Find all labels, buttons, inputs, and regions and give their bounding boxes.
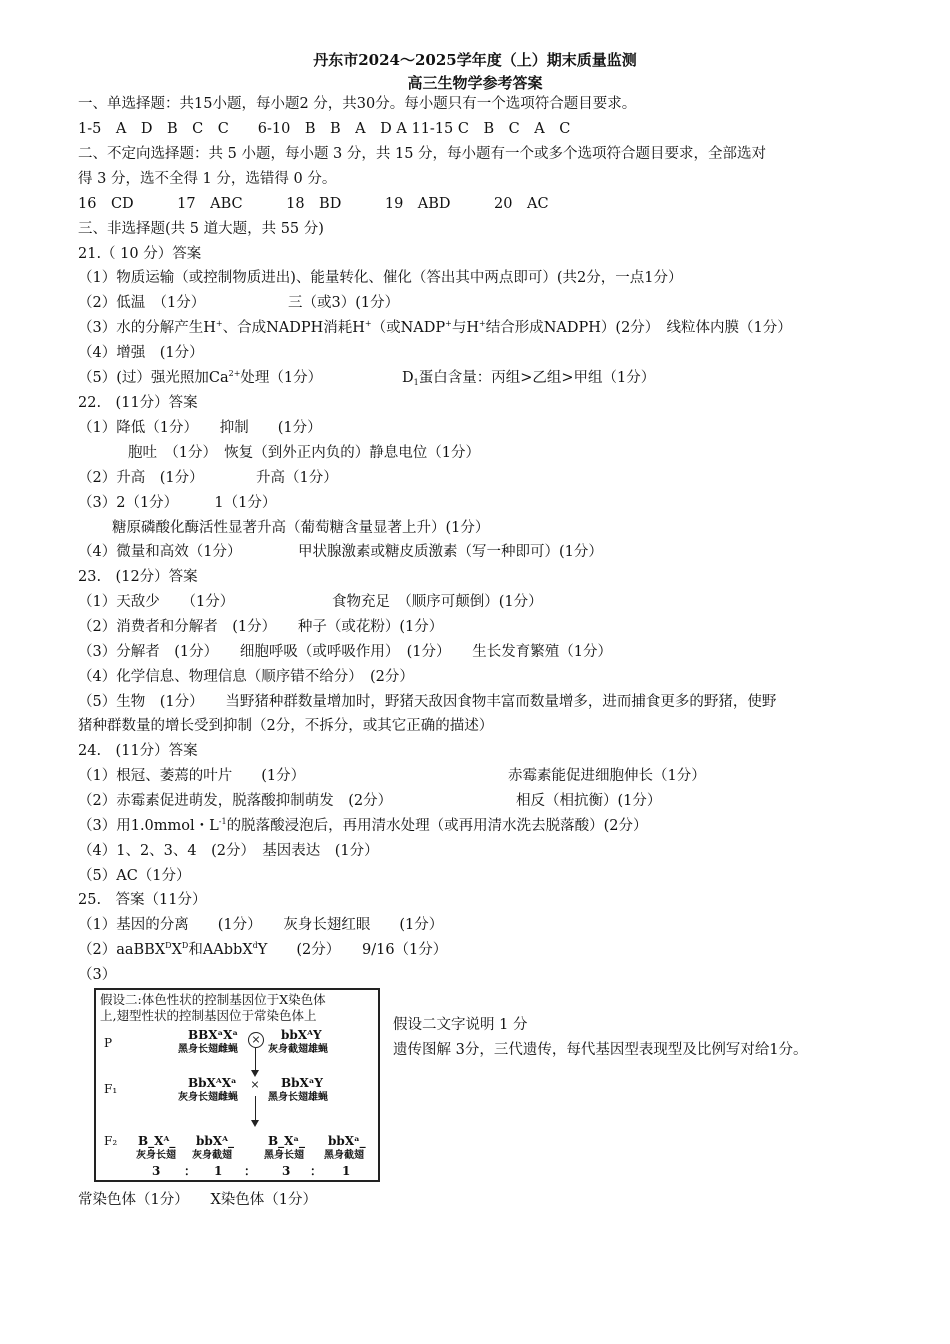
q23-heading: 23. (12分）答案	[78, 569, 198, 585]
p-male-genotype: bbXᴬY	[281, 1028, 322, 1042]
f2-phenotype-1: 灰身长翅	[136, 1150, 176, 1161]
f2-phenotype-3: 黑身长翅	[264, 1150, 304, 1161]
f2-phenotype-4: 黑身截翅	[324, 1150, 364, 1161]
q23-line5: （5）生物 (1分） 当野猪种群数量增加时，野猪天敌因食物丰富而数量增多，进而捕食更多的野猪，使野	[78, 694, 777, 710]
f1-to-f2-arrowhead	[251, 1120, 259, 1127]
f2-genotype-4: bbXᵃ_	[328, 1134, 366, 1148]
q23-line2: （2）消费者和分解者 (1分） 种子（或花粉）(1分）	[78, 619, 444, 635]
q24-heading: 24. (11分）答案	[78, 743, 198, 759]
f2-genotype-2: bbXᴬ_	[196, 1134, 234, 1148]
document-subtitle: 高三生物学参考答案	[407, 74, 543, 92]
q23-line1	[78, 592, 543, 612]
p-cross-symbol: ×	[248, 1032, 264, 1048]
q22-line4: （3）2（1分） 1（1分）	[78, 495, 277, 511]
q21-l5-right: $D_1$蛋白含量：丙组>乙组>甲组（1分）	[402, 370, 656, 387]
p-male-phenotype: 灰身截翅雄蝇	[268, 1044, 328, 1055]
f1-male-phenotype: 黑身长翅雄蝇	[268, 1092, 328, 1103]
f2-phenotype-2: 灰身截翅	[192, 1150, 232, 1161]
ratio-sep-3: ：	[310, 1164, 323, 1178]
q25-line2	[78, 940, 447, 960]
section2-heading-line1: 二、不定向选择题：共 5 小题，每小题 3 分，共 15 分，每小题有一个或多个选项符合题目要求，全部选对	[78, 146, 767, 162]
q24-line2	[78, 791, 662, 811]
ratio-4: 1	[342, 1164, 351, 1178]
q21-l5c: D	[402, 370, 414, 386]
ratio-3: 3	[282, 1164, 291, 1178]
q21-l5d: 蛋白含量：丙组>乙组>甲组（1分）	[418, 370, 656, 386]
q25-line1: （1）基因的分离 (1分） 灰身长翅红眼 (1分）	[78, 917, 444, 933]
q23-line3: （3）分解者 (1分） 细胞呼吸（或呼吸作用） (1分） 生长发育繁殖（1分）	[78, 644, 612, 660]
f2-genotype-1: B_Xᴬ_	[138, 1134, 176, 1148]
p-generation-label: P	[104, 1036, 113, 1050]
q25-l2c: 和AAbbX	[188, 942, 253, 958]
q25-l2-sup2: D	[181, 941, 189, 950]
section2-answers: 16 CD 17 ABC 18 BD 19 ABD 20 AC	[78, 196, 549, 212]
q24-line2b: 相反（相抗衡）(1分）	[516, 793, 662, 809]
q25-final-line: 常染色体（1分） X染色体（1分）	[78, 1192, 318, 1208]
section2-heading-line2: 得 3 分，选不全得 1 分，选错得 0 分。	[78, 171, 337, 187]
q25-l2a: （2）aaBBX	[78, 942, 166, 958]
q25-l2-sup1: D	[165, 941, 172, 950]
q24-l3b: 的脱落酸浸泡后，再用清水处理（或再用清水洗去脱落酸）(2分）	[226, 818, 648, 834]
f1-female-genotype: BbXᴬXᵃ	[188, 1076, 237, 1090]
q24-line1b: 赤霉素能促进细胞伸长（1分）	[508, 768, 706, 784]
q21-l3a: （3）水的分解产生H	[78, 320, 216, 336]
hypothesis-line1: 假设二:体色性状的控制基因位于X染色体	[100, 992, 326, 1007]
q23-line6: 猪种群数量的增长受到抑制（2分，不拆分，或其它正确的描述）	[78, 718, 494, 734]
q24-line3	[78, 816, 647, 836]
q25-l2-sup3: d	[252, 941, 258, 950]
q22-line5: 糖原磷酸化酶活性显著升高（葡萄糖含量显著上升）(1分）	[112, 520, 490, 536]
q21-line2a: （2）低温 （1分）	[78, 295, 206, 311]
q25-note-diagram: 遗传图解 3分，三代遗传，每代基因型表现型及比例写对给1分。	[393, 1042, 808, 1058]
ratio-1: 3	[152, 1164, 161, 1178]
f2-genotype-3: B_Xᵃ_	[268, 1134, 306, 1148]
f1-female-phenotype: 灰身长翅雌蝇	[178, 1092, 238, 1103]
q24-l3-sup: -1	[218, 817, 227, 826]
q21-line3: （3）水的分解产生H+、合成NADPH消耗H+（或NADP+与H+结合形成NADPH）(2分） 线粒体内膜（1分）	[78, 319, 792, 336]
section1-heading: 一、单选择题：共15小题，每小题2 分，共30分。每小题只有一个选项符合题目要求。	[78, 96, 637, 112]
q21-line1: （1）物质运输（或控制物质进出)、能量转化、催化（答出其中两点即可）(共2分，一点1分）	[78, 270, 683, 286]
q22-line6a: （4）微量和高效（1分）	[78, 544, 242, 560]
p-female-phenotype: 黑身长翅雌蝇	[178, 1044, 238, 1055]
q22-line6b: 甲状腺激素或糖皮质激素（写一种即可）(1分）	[298, 544, 603, 560]
q21-l5b: 处理（1分）	[240, 370, 323, 386]
q22-line1: （1）降低（1分） 抑制 (1分）	[78, 420, 322, 436]
document-title: 丹东市2024～2025学年度（上）期末质量监测	[313, 51, 637, 69]
q24-l3a: （3）用1.0mmol・L	[78, 818, 219, 834]
ratio-sep-2: ：	[244, 1164, 257, 1178]
q25-line3: （3）	[78, 967, 117, 983]
q21-l3c: （或NADP	[371, 320, 446, 336]
q25-l2d: Y (2分） 9/16（1分）	[257, 942, 448, 958]
q22-line3b: 升高（1分）	[256, 470, 338, 486]
q21-line2	[78, 293, 400, 313]
q25-note-hypothesis: 假设二文字说明 1 分	[393, 1017, 528, 1033]
p-to-f1-arrowhead	[251, 1070, 259, 1077]
q21-l5a: （5）(过）强光照加Ca	[78, 370, 229, 386]
section3-heading: 三、非选择题(共 5 道大题，共 55 分)	[78, 221, 324, 237]
q25-heading: 25. 答案（11分）	[78, 892, 207, 908]
q24-line5: （5）AC（1分）	[78, 868, 191, 884]
p-to-f1-arrow	[255, 1048, 256, 1070]
q22-line2: 胞吐 （1分） 恢复（到外正内负的）静息电位（1分）	[128, 445, 480, 461]
q22-line3	[78, 468, 338, 488]
q24-line4: （4）1、2、3、4 (2分） 基因表达 (1分）	[78, 843, 379, 859]
q23-line1a: （1）天敌少 （1分）	[78, 594, 235, 610]
q21-line5: （5）(过）强光照加$Ca^{2+}$处理（1分） $D_1$蛋白含量：丙组>乙组>甲组（1分）	[78, 369, 656, 387]
q24-line2a: （2）赤霉素促进萌发，脱落酸抑制萌发 (2分）	[78, 793, 393, 809]
q22-line3a: （2）升高 (1分）	[78, 470, 204, 486]
hypothesis-line2: 上,翅型性状的控制基因位于常染色体上	[100, 1008, 317, 1023]
f2-generation-label: F₂	[104, 1134, 118, 1148]
q22-heading: 22. (11分）答案	[78, 395, 198, 411]
q21-line4: （4）增强 (1分）	[78, 345, 204, 361]
q23-line1b: 食物充足 （顺序可颠倒）(1分）	[332, 594, 543, 610]
q21-heading: 21.（ 10 分）答案	[78, 246, 202, 262]
q21-l3e: 结合形成NADPH）(2分） 线粒体内膜（1分）	[485, 320, 792, 336]
q24-line1a: （1）根冠、萎蔫的叶片 (1分）	[78, 768, 306, 784]
ratio-sep-1: ：	[184, 1164, 197, 1178]
q21-line2b: 三（或3）(1分）	[288, 295, 400, 311]
f1-male-genotype: BbXᵃY	[281, 1076, 323, 1090]
q22-line6	[78, 542, 603, 562]
q25-l2b: X	[171, 942, 182, 958]
q21-l3b: 、合成NADPH消耗H	[222, 320, 365, 336]
p-female-genotype: BBXᵃXᵃ	[188, 1028, 239, 1042]
q23-line4: （4）化学信息、物理信息（顺序错不给分） (2分）	[78, 669, 414, 685]
genetic-cross-diagram	[94, 988, 380, 1182]
f1-to-f2-arrow	[255, 1096, 256, 1120]
q21-l3d: 与H	[451, 320, 480, 336]
q24-line1	[78, 766, 706, 786]
f1-generation-label: F₁	[104, 1082, 118, 1096]
ratio-2: 1	[214, 1164, 223, 1178]
section1-answers: 1-5 A D B C C 6-10 B B A D A 11-15 C B C A C	[78, 121, 571, 137]
f1-cross-symbol: ×	[250, 1078, 260, 1091]
